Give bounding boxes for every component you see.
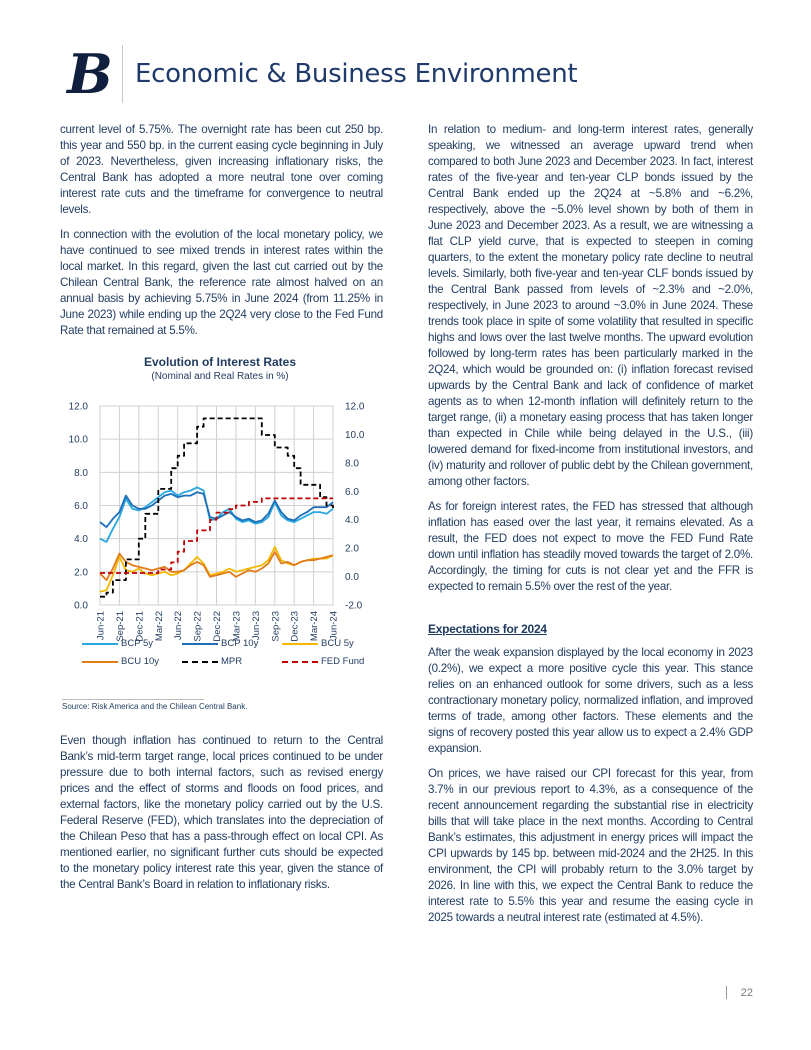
y-right-tick-label: 10.0 <box>345 429 365 441</box>
page-title: Economic & Business Environment <box>135 59 578 89</box>
paragraph: In relation to medium- and long-term interest rates, generally speaking, we witnessed an average upward trend when compared to both June 2023 and December 2023. In fact, interest rates of the five-year and ten-year CLP bonds issued by the Central Bank ended up the 2Q24 at ~5.8% and ~6.2%, respectively, above the ~5.0% level shown by both of them in June 2023 and December 2023. As a result, we are witnessing a flat CLP yield curve, that is expected to steepen in coming quarters, to the extent the monetary policy rate decline to neutral levels. Similarly, both five-year and ten-year CLF bonds issued by the Central Bank passed from levels of ~2.3% and ~2.0%, respectively, in June 2023 to around ~3.0% in June 2024. These trends took place in spite of some volatility that resulted in specific highs and lows over the last twelve months. The upward evolution followed by long-term rates has been particularly marked in the 2Q24, which would be grounded on: (i) inflation forecast revised upwards by the Central Bank and lack of confidence of market agents as to when 12-month inflation will definitely return to the target range, (ii) a monetary easing process that has taken longer than expected in Chile while being delayed in the U.S., (iii) lowered demand for fixed-income from institutional investors, and (iv) maturity and rollover of public debt by the Chilean government, among other factors. <box>428 123 753 488</box>
x-tick-label: Mar-23 <box>231 611 243 642</box>
x-tick-label: Sep-22 <box>192 611 204 642</box>
x-tick-label: Jun-21 <box>95 611 107 641</box>
interest-rates-chart <box>60 355 380 745</box>
chart-title: Evolution of Interest Rates <box>143 355 297 369</box>
x-tick-label: Jun-23 <box>250 611 262 641</box>
x-tick-label: Mar-22 <box>153 611 165 642</box>
legend-swatch <box>182 661 218 663</box>
y-right-tick-label: 0.0 <box>345 572 359 584</box>
legend-swatch <box>282 661 318 663</box>
page-footer <box>726 986 753 999</box>
paragraph: After the weak expansion displayed by the local economy in 2023 (0.2%), we expect a more positive cycle this year. This stance relies on an enhanced outlook for some drivers, such as a less contractionary monetary policy, normalized inflation, and improved terms of trade, among other factors. These elements and the signs of recovery posted this year allow us to expect a 2.4% GDP expansion. <box>428 646 753 755</box>
legend-item <box>82 656 159 667</box>
page-header <box>62 44 577 104</box>
x-tick-label: Sep-21 <box>114 611 126 642</box>
y-left-tick-label: 2.0 <box>74 567 88 579</box>
chart-plot <box>60 385 380 675</box>
x-tick-label: Mar-24 <box>309 611 321 642</box>
legend-swatch <box>82 661 118 663</box>
y-left-tick-label: 6.0 <box>74 501 88 512</box>
header-divider <box>122 45 123 103</box>
legend-label: BCP 10y <box>221 638 259 649</box>
y-right-tick-label: 6.0 <box>345 486 359 498</box>
legend-item <box>282 656 364 667</box>
chart-source: Source: Risk America and the Chilean Central Bank. <box>62 702 248 711</box>
y-left-tick-label: 8.0 <box>74 467 88 479</box>
paragraph: Even though inflation has continued to return to the Central Bank’s mid-term target range, local prices continued to be under pressure due to both internal factors, such as revised energy prices and the effect of storms and floods on food prices, and external factors, like the monetary policy carried out by the U.S. Federal Reserve (FED), which translates into the depreciation of the Chilean Peso that has a pass-through effect on local CPI. As mentioned earlier, no significant further cuts should be expected to the monetary policy interest rate this year, given the stance of the Central Bank’s Board in relation to inflationary risks. <box>60 734 383 891</box>
section-heading: Expectations for 2024 <box>428 622 547 636</box>
legend-swatch <box>82 643 118 645</box>
company-logo <box>62 42 108 106</box>
legend-label: BCU 5y <box>321 638 354 649</box>
paragraph: As for foreign interest rates, the FED has stressed that although inflation has eased over the last year, it remains elevated. As a result, the FED does not expect to move the FED Fund Rate down until inflation has steadily moved towards the target of 2.0%. Accordingly, the timing for cuts is not clear yet and the FFR is expected to remain 5.5% over the rest of the year. <box>428 500 753 593</box>
left-column-bottom <box>60 733 383 902</box>
y-right-tick-label: 2.0 <box>345 543 359 555</box>
y-right-tick-label: 12.0 <box>345 401 365 413</box>
y-left-tick-label: 12.0 <box>68 401 88 413</box>
y-left-tick-label: 0.0 <box>74 600 88 612</box>
x-tick-label: Jun-22 <box>173 611 185 641</box>
logo-letter: B <box>67 42 103 106</box>
x-tick-label: Dec-21 <box>134 611 146 642</box>
x-tick-label: Dec-23 <box>289 611 301 642</box>
source-divider <box>62 699 204 700</box>
legend-item <box>182 656 242 667</box>
y-right-tick-label: 4.0 <box>345 515 359 527</box>
legend-label: BCU 10y <box>121 656 160 667</box>
x-tick-label: Jun-24 <box>328 611 340 641</box>
left-column <box>60 122 383 348</box>
x-tick-label: Dec-22 <box>212 611 223 642</box>
legend-swatch <box>182 643 218 645</box>
y-left-tick-label: 4.0 <box>74 534 88 546</box>
legend-label: MPR <box>221 656 243 667</box>
legend-swatch <box>282 643 318 645</box>
footer-divider <box>726 986 727 999</box>
legend-label: FED Fund <box>321 656 365 667</box>
legend-item <box>182 638 258 649</box>
legend-label: BCP 5y <box>121 638 154 649</box>
legend-item <box>282 638 354 649</box>
y-right-tick-label: -2.0 <box>345 600 363 612</box>
chart-subtitle: (Nominal and Real Rates in %) <box>151 371 289 382</box>
right-column <box>428 122 753 935</box>
paragraph: In connection with the evolution of the local monetary policy, we have continued to see mixed trends in interest rates within the local market. In this regard, given the last cut carried out by the Chilean Central Bank, the reference rate almost halved on an annual basis by achieving 5.75% in June 2024 (from 11.25% in June 2023) while ending up the 2Q24 very close to the Fed Fund Rate that remained at 5.5%. <box>60 228 383 337</box>
legend-item <box>82 638 153 649</box>
paragraph: On prices, we have raised our CPI forecast for this year, from 3.7% in our previous report to 4.3%, as a consequence of the recent announcement regarding the substantial rise in electricity bills that will take place in the next months. According to Central Bank’s estimates, this adjustment in energy prices will impact the CPI upwards by 145 bp. between mid-2024 and the 2H25. In this environment, the CPI will probably return to the 3.0% target by 2026. In line with this, we expect the Central Bank to reduce the interest rate to 5.5% this year and resume the easing cycle in 2025 towards a neutral interest rate (estimated at 4.5%). <box>428 767 753 924</box>
paragraph: current level of 5.75%. The overnight rate has been cut 250 bp. this year and 550 bp. in the current easing cycle beginning in July of 2023. Nevertheless, given increasing inflationary risks, the Central Bank has adopted a more neutral tone over coming interest rate cuts and the timeframe for convergence to neutral levels. <box>60 123 383 216</box>
x-tick-label: Sep-23 <box>270 611 282 642</box>
y-left-tick-label: 10.0 <box>68 434 88 446</box>
y-right-tick-label: 8.0 <box>345 458 359 470</box>
page-number: 22 <box>740 986 753 999</box>
